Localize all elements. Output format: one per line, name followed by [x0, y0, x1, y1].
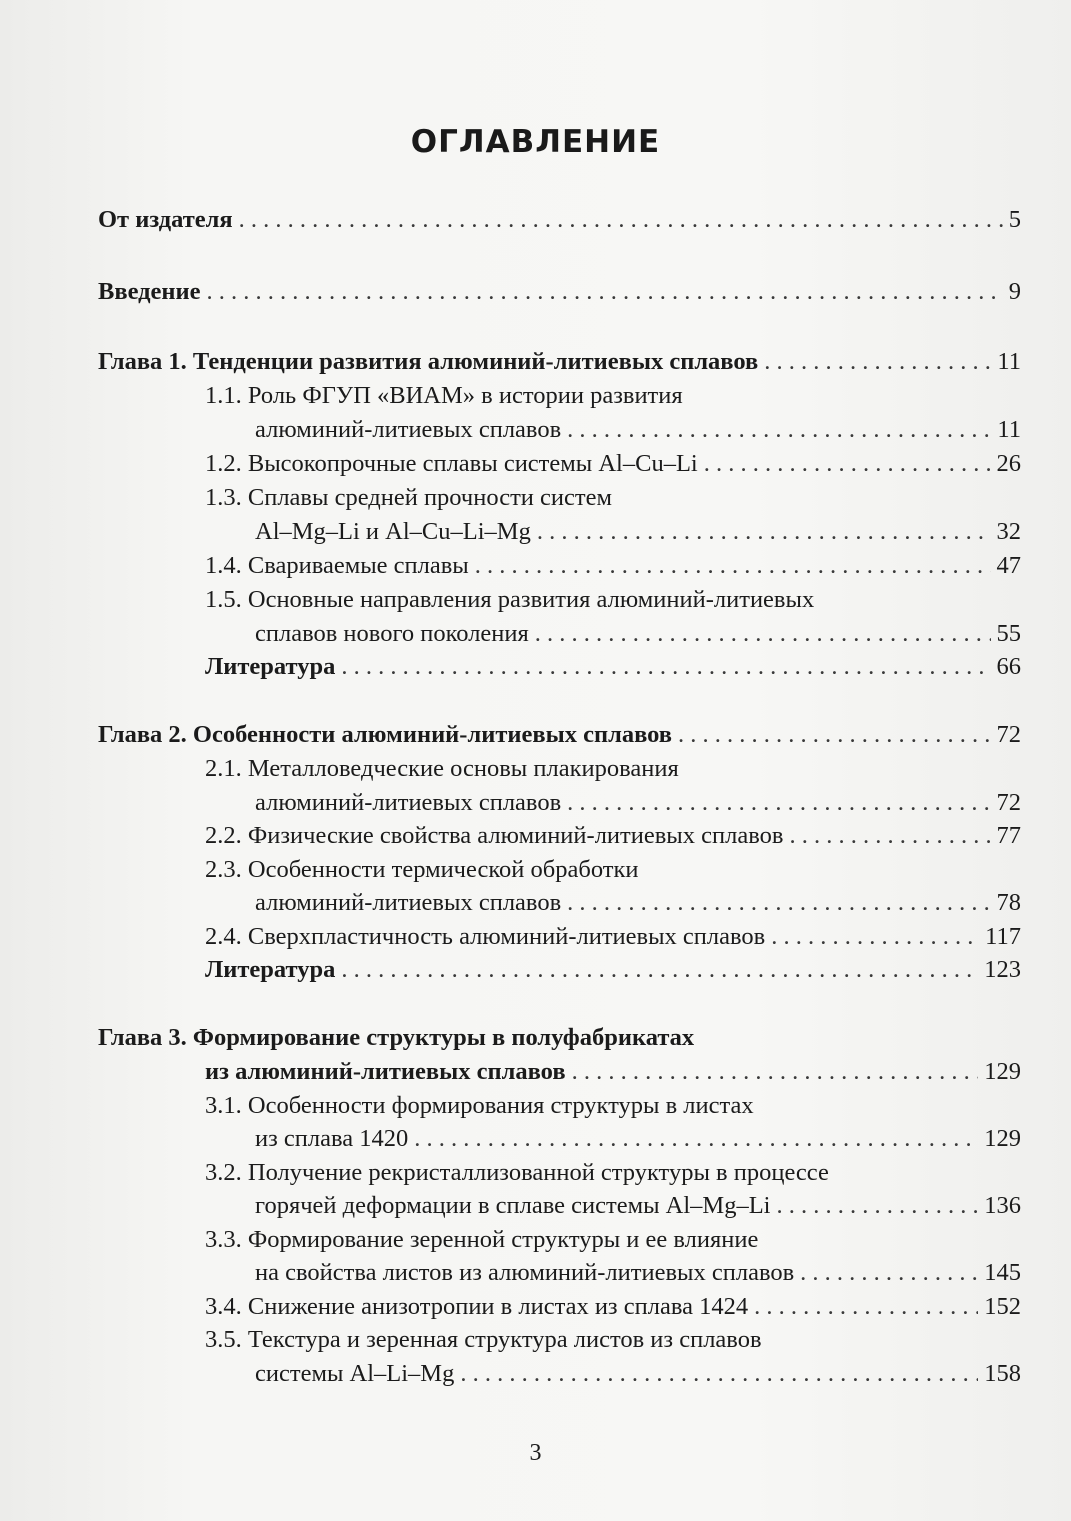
- toc-entry-text: Введение: [98, 278, 201, 305]
- toc-entry-text: из сплава 1420: [255, 1125, 409, 1152]
- toc-entry-text: алюминий-литиевых сплавов: [255, 416, 562, 443]
- toc-entry-text: 2.2. Физические свойства алюминий-литиевых сплавов: [205, 822, 784, 849]
- leader-dots: [341, 953, 978, 987]
- toc-entry-publisher[interactable]: [98, 203, 1021, 237]
- toc-entry-3-4[interactable]: [205, 1290, 1021, 1324]
- toc-entry-text: на свойства листов из алюминий-литиевых сплавов: [255, 1259, 795, 1286]
- toc-page-number: 72: [996, 789, 1021, 816]
- page-number: 3: [529, 1440, 542, 1466]
- toc-entry-text: Литература: [205, 956, 336, 983]
- toc-entry-chapter-2[interactable]: [98, 718, 1021, 752]
- toc-entry-text: 1.2. Высокопрочные сплавы системы Al–Cu–Li: [205, 450, 698, 477]
- leader-dots: [567, 413, 991, 447]
- toc-entry-text: системы Al–Li–Mg: [255, 1360, 455, 1387]
- toc-entry-1-1[interactable]: [255, 413, 1021, 447]
- toc-entry-2-1[interactable]: [255, 786, 1021, 820]
- toc-entry-chapter-3-line1: Глава 3. Формирование структуры в полуфабрикатах: [98, 1024, 695, 1051]
- toc-entry-references-2[interactable]: [205, 953, 1021, 987]
- toc-entry-chapter-3[interactable]: [205, 1055, 1021, 1089]
- toc-entry-1-4[interactable]: [205, 549, 1021, 583]
- toc-entry-text: Глава 2. Особенности алюминий-литиевых сплавов: [98, 721, 673, 748]
- toc-page-number: 152: [984, 1293, 1021, 1320]
- toc-entry-3-3[interactable]: [255, 1256, 1021, 1290]
- toc-entry-text: 1.4. Свариваемые сплавы: [205, 552, 469, 579]
- toc-entry-text: 3.4. Снижение анизотропии в листах из сплава 1424: [205, 1293, 749, 1320]
- leader-dots: [572, 1055, 979, 1089]
- toc-page-number: 32: [996, 518, 1021, 545]
- toc-page-number: 123: [984, 956, 1021, 983]
- toc-entry-1-5-line1: 1.5. Основные направления развития алюминий-литиевых: [205, 586, 815, 613]
- toc-page-number: 129: [984, 1058, 1021, 1085]
- toc-page-number: 11: [997, 348, 1021, 375]
- page-title: ОГЛАВЛЕНИЕ: [410, 124, 661, 160]
- leader-dots: [678, 718, 990, 752]
- leader-dots: [537, 515, 991, 549]
- leader-dots: [460, 1357, 978, 1391]
- leader-dots: [789, 819, 990, 853]
- toc-page-number: 117: [985, 923, 1021, 950]
- toc-entry-text: Литература: [205, 653, 336, 680]
- toc-page-number: 77: [996, 822, 1021, 849]
- toc-page-number: 55: [996, 620, 1021, 647]
- toc-entry-3-5[interactable]: [255, 1357, 1021, 1391]
- leader-dots: [475, 549, 991, 583]
- leader-dots: [800, 1256, 978, 1290]
- toc-page-number: 47: [996, 552, 1021, 579]
- toc-entry-1-5[interactable]: [255, 617, 1021, 651]
- toc-page-number: 129: [984, 1125, 1021, 1152]
- toc-entry-text: Al–Mg–Li и Al–Cu–Li–Mg: [255, 518, 531, 545]
- leader-dots: [754, 1290, 978, 1324]
- toc-entry-2-3[interactable]: [255, 886, 1021, 920]
- toc-entry-3-1[interactable]: [255, 1122, 1021, 1156]
- toc-page-number: 9: [1008, 278, 1021, 305]
- toc-page-number: 78: [996, 889, 1021, 916]
- leader-dots: [207, 275, 1003, 309]
- leader-dots: [414, 1122, 978, 1156]
- toc-page-number: 5: [1008, 206, 1021, 233]
- toc-entry-3-5-line1: 3.5. Текстура и зеренная структура листов из сплавов: [205, 1326, 762, 1353]
- toc-page-number: 72: [996, 721, 1021, 748]
- leader-dots: [567, 786, 990, 820]
- leader-dots: [764, 345, 991, 379]
- toc-entry-references-1[interactable]: [205, 650, 1021, 684]
- toc-entry-text: из алюминий-литиевых сплавов: [205, 1058, 566, 1085]
- toc-page-number: 26: [996, 450, 1021, 477]
- toc-entry-text: От издателя: [98, 206, 233, 233]
- toc-entry-chapter-1[interactable]: [98, 345, 1021, 379]
- toc-entry-2-3-line1: 2.3. Особенности термической обработки: [205, 856, 639, 883]
- toc-page-number: 145: [984, 1259, 1021, 1286]
- toc-page-number: 158: [984, 1360, 1021, 1387]
- toc-entry-1-1-line1: 1.1. Роль ФГУП «ВИАМ» в истории развития: [205, 382, 683, 409]
- toc-entry-text: сплавов нового поколения: [255, 620, 529, 647]
- toc-page-number: 136: [984, 1192, 1021, 1219]
- toc-entry-2-4[interactable]: [205, 920, 1021, 954]
- toc-entry-text: Глава 1. Тенденции развития алюминий-литиевых сплавов: [98, 348, 759, 375]
- toc-entry-introduction[interactable]: [98, 275, 1021, 309]
- toc-page-number: 11: [997, 416, 1021, 443]
- toc-entry-text: горячей деформации в сплаве системы Al–Mg–Li: [255, 1192, 771, 1219]
- toc-entry-3-2-line1: 3.2. Получение рекристаллизованной структуры в процессе: [205, 1159, 829, 1186]
- toc-entry-2-1-line1: 2.1. Металловедческие основы плакирования: [205, 755, 679, 782]
- toc-entry-1-3[interactable]: [255, 515, 1021, 549]
- leader-dots: [567, 886, 990, 920]
- toc-page-number: 66: [996, 653, 1021, 680]
- toc-entry-3-1-line1: 3.1. Особенности формирования структуры в листах: [205, 1092, 754, 1119]
- toc-entry-text: 2.4. Сверхпластичность алюминий-литиевых сплавов: [205, 923, 766, 950]
- toc-entry-1-2[interactable]: [205, 447, 1021, 481]
- leader-dots: [341, 650, 990, 684]
- leader-dots: [704, 447, 991, 481]
- toc-entry-2-2[interactable]: [205, 819, 1021, 853]
- leader-dots: [771, 920, 979, 954]
- toc-entry-1-3-line1: 1.3. Сплавы средней прочности систем: [205, 484, 612, 511]
- leader-dots: [777, 1189, 979, 1223]
- toc-entry-3-3-line1: 3.3. Формирование зеренной структуры и ее влияние: [205, 1226, 759, 1253]
- toc-entry-3-2[interactable]: [255, 1189, 1021, 1223]
- toc-entry-text: алюминий-литиевых сплавов: [255, 789, 562, 816]
- leader-dots: [535, 617, 991, 651]
- leader-dots: [239, 203, 1003, 237]
- toc-entry-text: алюминий-литиевых сплавов: [255, 889, 562, 916]
